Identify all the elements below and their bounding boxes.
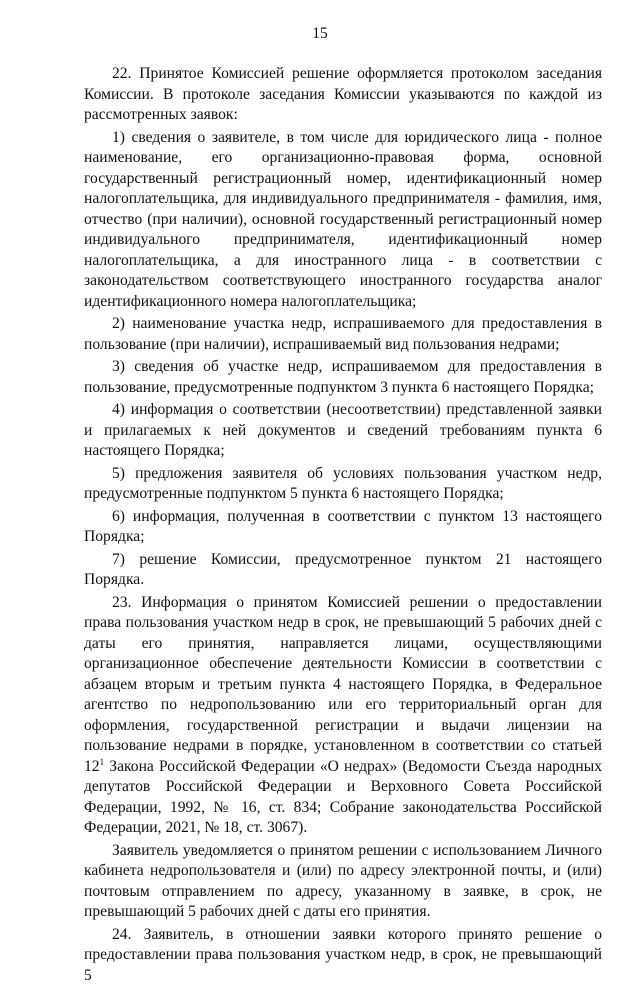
paragraph-22-item-3: 3) сведения об участке недр, испрашиваемом для предоставления в пользование, предусмотренные подпунктом 3 пункта 6 настоящего Порядка; <box>84 357 602 398</box>
page-number: 15 <box>0 24 640 45</box>
document-body <box>84 64 602 986</box>
article-superscript: 1 <box>100 756 105 766</box>
paragraph-22-item-7: 7) решение Комиссии, предусмотренное пунктом 21 настоящего Порядка. <box>84 550 602 591</box>
paragraph-22-item-5: 5) предложения заявителя об условиях пользования участком недр, предусмотренные подпунктом 5 пункта 6 настоящего Порядка; <box>84 464 602 505</box>
paragraph-23-notice: Заявитель уведомляется о принятом решении с использованием Личного кабинета недропользователя и (или) по адресу электронной почты, и (или) почтовым отправлением по адресу, указанному в заявке, в срок, не превышающий 5 рабочих дней с даты его принятия. <box>84 841 602 923</box>
paragraph-23-text-end: Закона Российской Федерации «О недрах» (Ведомости Съезда народных депутатов Российской Федерации и Верховного Совета Российской Федерации, 1992, № 16, ст. 834; Собрание законодательства Российской Федерации, 2021, № 18, ст. 3067). <box>84 758 602 837</box>
paragraph-23 <box>84 593 602 839</box>
paragraph-22-item-6: 6) информация, полученная в соответствии с пунктом 13 настоящего Порядка; <box>84 507 602 548</box>
paragraph-23-text-start: 23. Информация о принятом Комиссией решении о предоставлении права пользования участком недр в срок, не превышающий 5 рабочих дней с даты его принятия, направляется лицами, осуществляющими организационное обеспечение деятельности Комиссии в соответствии с абзацем вторым и третьим пункта 4 настоящего Порядка, в Федеральное агентство по недропользованию или его территориальный орган для оформления, государственной регистрации и выдачи лицензии на пользование недрами в порядке, установленном в соответствии со статьей 12 <box>84 594 602 775</box>
paragraph-22-item-4: 4) информация о соответствии (несоответствии) представленной заявки и прилагаемых к ней документов и сведений требованиям пункта 6 настоящего Порядка; <box>84 400 602 462</box>
paragraph-22-item-1: 1) сведения о заявителе, в том числе для юридического лица - полное наименование, его организационно-правовая форма, основной государственный регистрационный номер, идентификационный номер налогоплательщика, для индивидуального предпринимателя - фамилия, имя, отчество (при наличии), основной государственный регистрационный номер индивидуального предпринимателя, идентификационный номер налогоплательщика, а для иностранного лица - в соответствии с законодательством соответствующего иностранного государства аналог идентификационного номера налогоплательщика; <box>84 128 602 313</box>
paragraph-22-item-2: 2) наименование участка недр, испрашиваемого для предоставления в пользование (при наличии), испрашиваемый вид пользования недрами; <box>84 314 602 355</box>
paragraph-24: 24. Заявитель, в отношении заявки которого принято решение о предоставлении права пользования участком недр, в срок, не превышающий 5 <box>84 925 602 986</box>
paragraph-22: 22. Принятое Комиссией решение оформляется протоколом заседания Комиссии. В протоколе заседания Комиссии указываются по каждой из рассмотренных заявок: <box>84 64 602 126</box>
